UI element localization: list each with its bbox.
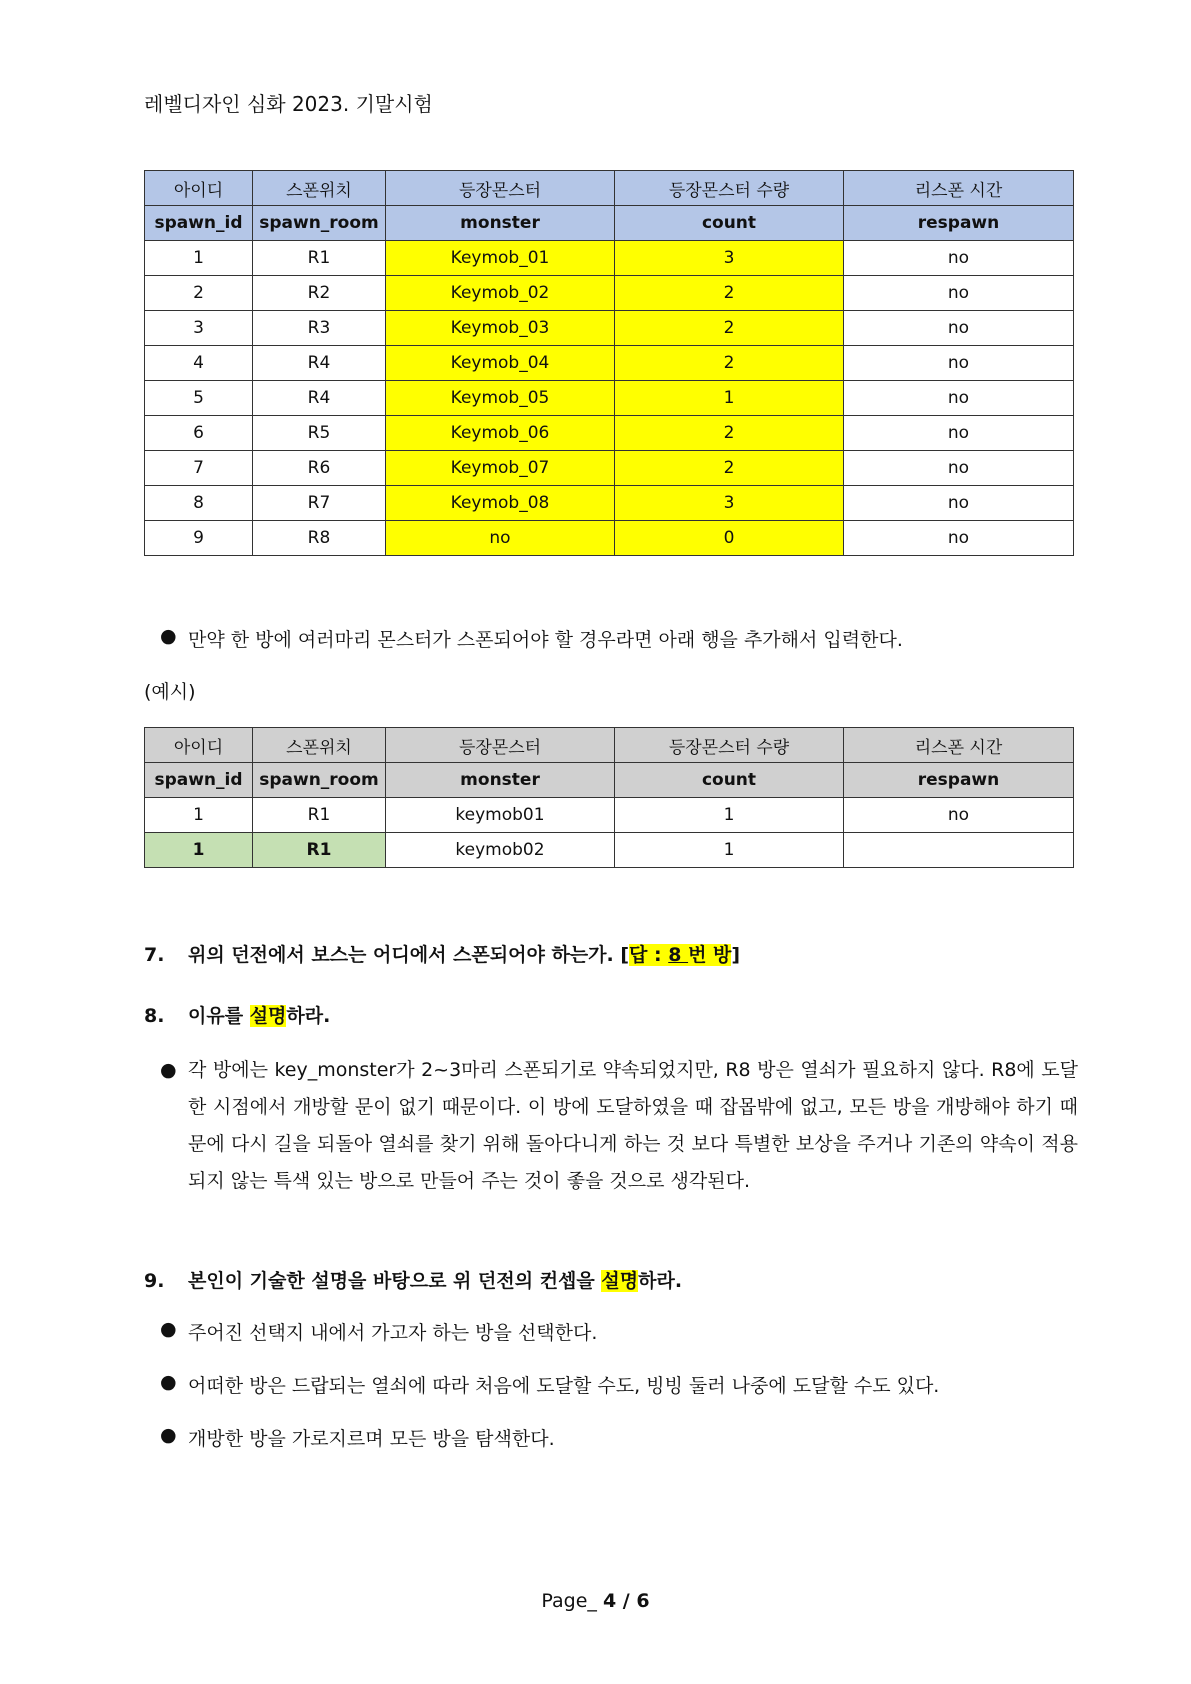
table-cell: no xyxy=(844,486,1074,521)
table-cell: 6 xyxy=(145,416,253,451)
col-header: 등장몬스터 수량 xyxy=(615,728,844,763)
table-row xyxy=(145,521,1074,556)
table-header-row-en xyxy=(145,763,1074,798)
table-cell: 1 xyxy=(615,798,844,833)
table-cell: 0 xyxy=(615,521,844,556)
table-cell: 2 xyxy=(615,451,844,486)
table-header-row-ko xyxy=(145,728,1074,763)
table-cell xyxy=(844,833,1074,868)
table-cell: no xyxy=(844,416,1074,451)
col-header: count xyxy=(615,206,844,241)
table-cell: 7 xyxy=(145,451,253,486)
table-cell: Keymob_01 xyxy=(386,241,615,276)
table-cell: Keymob_05 xyxy=(386,381,615,416)
table-cell: 1 xyxy=(145,833,253,868)
table-header-row-en xyxy=(145,206,1074,241)
table-cell: Keymob_06 xyxy=(386,416,615,451)
col-header: 등장몬스터 수량 xyxy=(615,171,844,206)
col-header: spawn_id xyxy=(145,763,253,798)
table-cell: R4 xyxy=(253,381,386,416)
table-cell: 3 xyxy=(615,486,844,521)
table-cell: Keymob_08 xyxy=(386,486,615,521)
table-header-row-ko xyxy=(145,171,1074,206)
table-cell: no xyxy=(844,521,1074,556)
table-row xyxy=(145,311,1074,346)
col-header: spawn_room xyxy=(253,206,386,241)
table-row xyxy=(145,833,1074,868)
table-cell: no xyxy=(844,451,1074,486)
table-row xyxy=(145,241,1074,276)
col-header: respawn xyxy=(844,763,1074,798)
table-cell: no xyxy=(844,241,1074,276)
table-row xyxy=(145,798,1074,833)
col-header: 등장몬스터 xyxy=(386,171,615,206)
col-header: 스폰위치 xyxy=(253,171,386,206)
question-9: 9. 본인이 기술한 설명을 바탕으로 위 던전의 컨셉을 설명하라. xyxy=(144,1270,683,1292)
table-cell: 2 xyxy=(615,276,844,311)
table-cell: no xyxy=(844,311,1074,346)
document-header: 레벨디자인 심화 2023. 기말시험 xyxy=(144,92,433,116)
table-cell: R6 xyxy=(253,451,386,486)
question-8: 8. 이유를 설명하라. xyxy=(144,1005,331,1027)
table-cell: Keymob_02 xyxy=(386,276,615,311)
table-cell: R3 xyxy=(253,311,386,346)
table-cell: 8 xyxy=(145,486,253,521)
table-row xyxy=(145,451,1074,486)
table-cell: R1 xyxy=(253,798,386,833)
table-cell: Keymob_04 xyxy=(386,346,615,381)
table-cell: no xyxy=(844,346,1074,381)
table-row xyxy=(145,276,1074,311)
answer-highlight: 답 : 8 번 방 xyxy=(629,944,732,966)
table-cell: 1 xyxy=(145,241,253,276)
document-page: 레벨디자인 심화 2023. 기말시험 아이디 스폰위치 등장몬스터 등장몬스터 수량 리스폰 시간 spawn_id spawn_room monster count respawn 1 R1 Keymob_01 3 no 2 R2 Keymob_02 2 no 3 R3 Keymob_03 2 no 4 R4 Keymob_04 2 no 5 R4 Keymob_05 1 no 6 R5 Keymob_06 2 no 7 R6 Keymob_07 2 no 8 R7 Keymob_08 3 no 9 R8 no 0 no ● 만약 한 방에 여러마리 몬스터가 스폰되어야 할 경우라면 아래 행을 추가해서 입력한다. (예시) 아이디 스폰위치 등장몬스터 등장몬스터 수량 리스폰 시간 spawn_id spawn_room monster count respawn 1 R1 keymob01 1 no 1 R1 keymob02 1 7. 위의 던전에서 보스는 어디에서 스폰되어야 하는가. [답 : 8 번 방] 8. 이유를 설명하라. ● 각 방에는 key_monster가 2~3마리 스폰되기로 약속되었지만, R8 방은 열쇠가 필요하지 않다. R8에 도달한 시점에서 개방할 문이 없기 때문이다. 이 방에 도달하였을 때 잡몹밖에 없고, 모든 방을 개방해야 하기 때문에 다시 길을 되돌아 열쇠를 찾기 위해 돌아다니게 하는 것 보다 특별한 보상을 주거나 기존의 약속이 적용되지 않는 특색 있는 방으로 만들어 주는 것이 좋을 것으로 생각된다. 9. 본인이 기술한 설명을 바탕으로 위 던전의 컨셉을 설명하라. ● 주어진 선택지 내에서 가고자 하는 방을 선택한다. ● 어떠한 방은 드랍되는 열쇠에 따라 처음에 도달할 수도, 빙빙 둘러 나중에 도달할 수도 있다. ● 개방한 방을 가로지르며 모든 방을 탐색한다. Page_ 4 / 6 xyxy=(0,0,1191,1684)
table-cell: 9 xyxy=(145,521,253,556)
table-cell: keymob02 xyxy=(386,833,615,868)
col-header: 등장몬스터 xyxy=(386,728,615,763)
table-cell: 1 xyxy=(145,798,253,833)
bullet-dot: ● xyxy=(160,1059,177,1081)
example-table xyxy=(144,727,1074,868)
col-header: monster xyxy=(386,206,615,241)
table-cell: 2 xyxy=(615,311,844,346)
table-cell: no xyxy=(844,381,1074,416)
table-cell: R4 xyxy=(253,346,386,381)
table-cell: R2 xyxy=(253,276,386,311)
spawn-table xyxy=(144,170,1074,556)
table-row xyxy=(145,381,1074,416)
col-header: count xyxy=(615,763,844,798)
table-cell: Keymob_07 xyxy=(386,451,615,486)
table-row xyxy=(145,346,1074,381)
col-header: 아이디 xyxy=(145,171,253,206)
table-cell: 1 xyxy=(615,381,844,416)
col-header: spawn_room xyxy=(253,763,386,798)
col-header: respawn xyxy=(844,206,1074,241)
table-cell: 3 xyxy=(145,311,253,346)
table-cell: R1 xyxy=(253,833,386,868)
bullet-dot: ● xyxy=(160,625,177,647)
table-cell: no xyxy=(386,521,615,556)
table-cell: R5 xyxy=(253,416,386,451)
example-label: (예시) xyxy=(144,681,196,703)
table-row xyxy=(145,486,1074,521)
table-cell: keymob01 xyxy=(386,798,615,833)
table-cell: no xyxy=(844,798,1074,833)
table-cell: 2 xyxy=(615,346,844,381)
table-cell: 5 xyxy=(145,381,253,416)
table-cell: R7 xyxy=(253,486,386,521)
table-cell: 1 xyxy=(615,833,844,868)
table-cell: 2 xyxy=(615,416,844,451)
table-cell: R1 xyxy=(253,241,386,276)
q8-answer-paragraph: 각 방에는 key_monster가 2~3마리 스폰되기로 약속되었지만, R8 방은 열쇠가 필요하지 않다. R8에 도달한 시점에서 개방할 문이 없기 때문이다. 이 방에 도달하였을 때 잡몹밖에 없고, 모든 방을 개방해야 하기 때문에 다시 길을 되돌아 열쇠를 찾기 위해 돌아다니게 하는 것 보다 특별한 보상을 주거나 기존의 약속이 적용되지 않는 특색 있는 방으로 만들어 주는 것이 좋을 것으로 생각된다. xyxy=(188,1059,1078,1192)
table-cell: 2 xyxy=(145,276,253,311)
question-7: 7. 위의 던전에서 보스는 어디에서 스폰되어야 하는가. [답 : 8 번 방] xyxy=(144,944,741,966)
col-header: 아이디 xyxy=(145,728,253,763)
table-cell: 4 xyxy=(145,346,253,381)
table-cell: R8 xyxy=(253,521,386,556)
table-cell: 3 xyxy=(615,241,844,276)
col-header: spawn_id xyxy=(145,206,253,241)
table-row xyxy=(145,416,1074,451)
col-header: 리스폰 시간 xyxy=(844,171,1074,206)
col-header: 리스폰 시간 xyxy=(844,728,1074,763)
page-footer: Page_ 4 / 6 xyxy=(541,1590,650,1612)
col-header: 스폰위치 xyxy=(253,728,386,763)
table-cell: Keymob_03 xyxy=(386,311,615,346)
table-cell: no xyxy=(844,276,1074,311)
col-header: monster xyxy=(386,763,615,798)
